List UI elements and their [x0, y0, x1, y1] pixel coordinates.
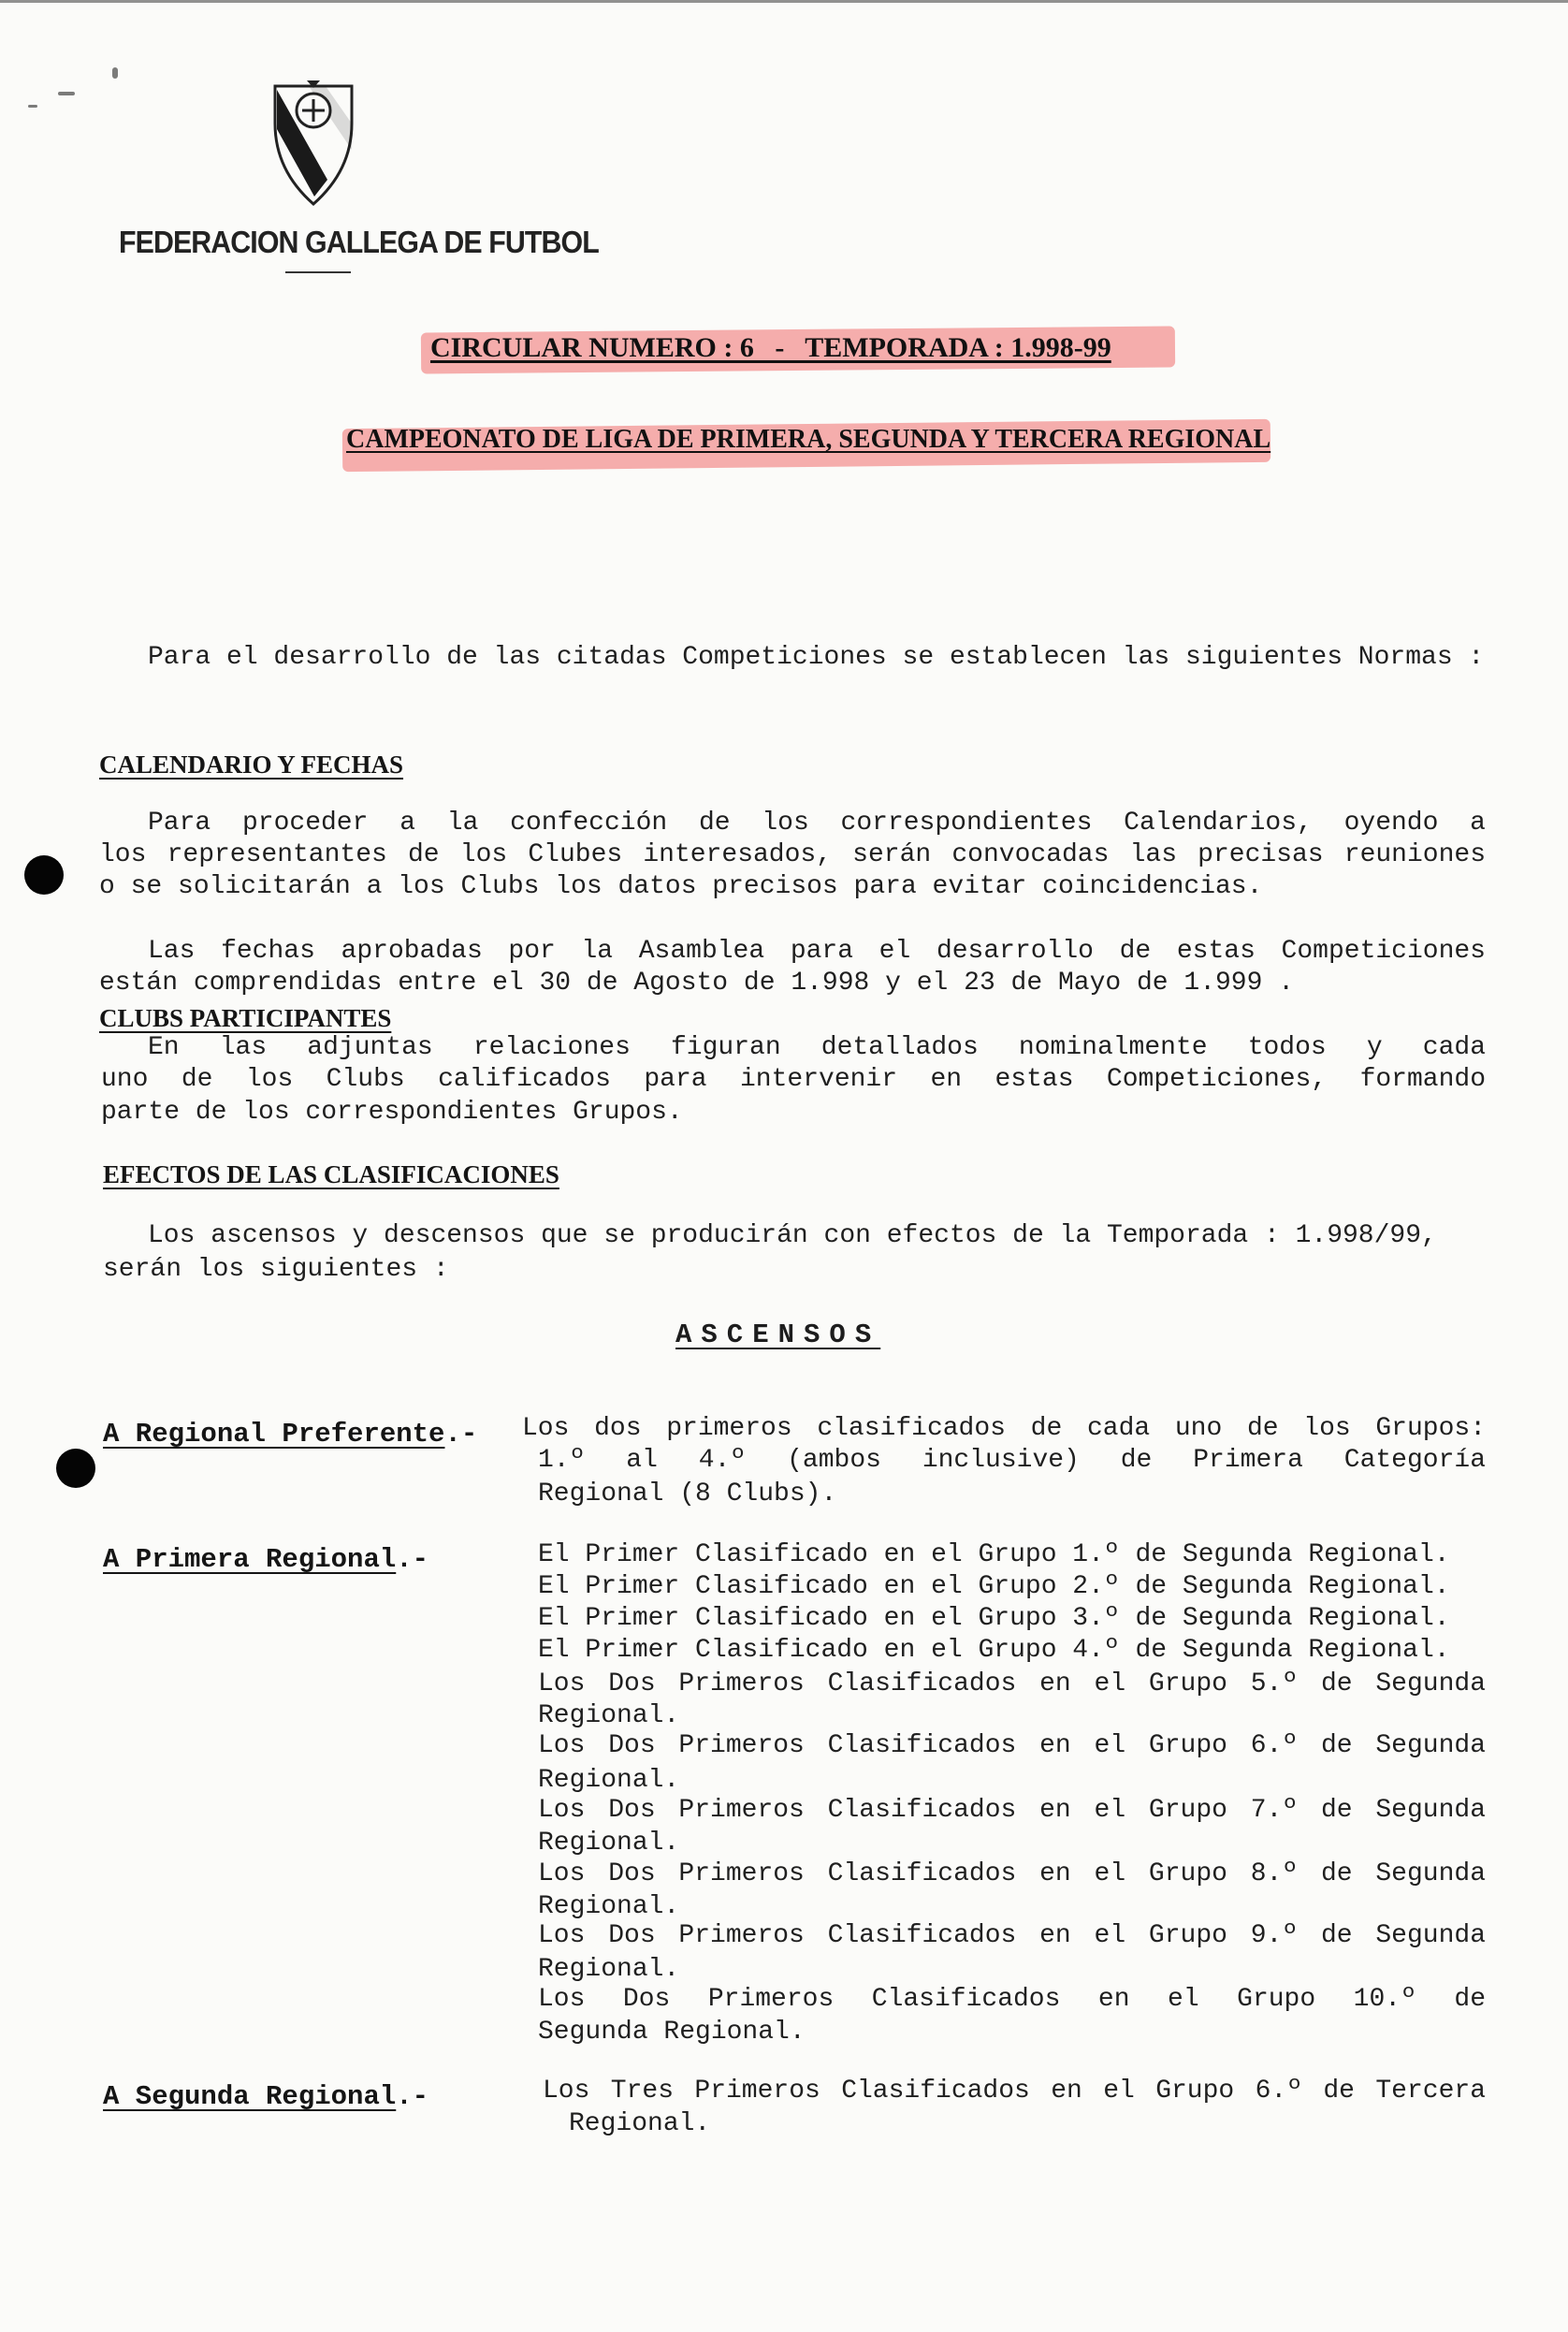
ascensos-heading: ASCENSOS	[675, 1319, 881, 1350]
primera-line-16: Segunda Regional.	[538, 2018, 806, 2047]
primera-line-14: Regional.	[538, 1955, 680, 1984]
binder-punch-hole	[24, 855, 64, 895]
segunda-line-1: Los Tres Primeros Clasificados en el Grupo 6.º de Tercera	[543, 2077, 1486, 2106]
segunda-label-text: A Segunda Regional	[103, 2081, 397, 2112]
preferente-line-2: 1.º al 4.º (ambos inclusive) de Primera Categoría	[538, 1446, 1486, 1475]
calendario-p1-line-1: Para proceder a la confección de los correspondientes Calendarios, oyendo a	[148, 809, 1486, 838]
segunda-label-suffix: .-	[396, 2081, 429, 2112]
primera-label	[103, 1544, 428, 1575]
segunda-label	[103, 2081, 428, 2112]
circular-number-heading: CIRCULAR NUMERO : 6 - TEMPORADA : 1.998-99	[430, 332, 1111, 363]
binder-punch-hole	[56, 1449, 95, 1488]
primera-line-6: Regional.	[538, 1701, 680, 1730]
efectos-line-1: Los ascensos y descensos que se producirán con efectos de la Temporada : 1.998/99,	[148, 1221, 1437, 1250]
clubs-line-1: En las adjuntas relaciones figuran detallados nominalmente todos y cada	[148, 1033, 1486, 1062]
scan-top-edge	[0, 0, 1568, 3]
calendario-p2-line-2: están comprendidas entre el 30 de Agosto de 1.998 y el 23 de Mayo de 1.999 .	[99, 969, 1295, 998]
primera-line-2: El Primer Clasificado en el Grupo 2.º de Segunda Regional.	[538, 1572, 1450, 1601]
calendario-p1-line-3: o se solicitarán a los Clubs los datos precisos para evitar coincidencias.	[99, 872, 1263, 901]
scan-mark	[112, 67, 118, 79]
federation-crest-logo	[271, 77, 356, 208]
calendario-p2-line-1: Las fechas aprobadas por la Asamblea para el desarrollo de estas Competiciones	[148, 937, 1486, 966]
scan-mark	[28, 105, 37, 108]
preferente-label-text: A Regional Preferente	[103, 1419, 445, 1450]
clubs-line-2: uno de los Clubs calificados para intervenir en estas Competiciones, formando	[101, 1065, 1486, 1094]
primera-line-13: Los Dos Primeros Clasificados en el Grupo 9.º de Segunda	[538, 1921, 1486, 1950]
primera-line-12: Regional.	[538, 1892, 680, 1921]
championship-title: CAMPEONATO DE LIGA DE PRIMERA, SEGUNDA Y TERCERA REGIONAL	[346, 425, 1271, 454]
primera-line-5: Los Dos Primeros Clasificados en el Grupo 5.º de Segunda	[538, 1669, 1486, 1698]
primera-line-4: El Primer Clasificado en el Grupo 4.º de Segunda Regional.	[538, 1636, 1450, 1665]
efectos-line-2: serán los siguientes :	[103, 1255, 449, 1284]
clubs-line-3: parte de los correspondientes Grupos.	[101, 1098, 683, 1127]
intro-paragraph: Para el desarrollo de las citadas Competiciones se establecen las siguientes Normas :	[148, 643, 1485, 672]
preferente-label	[103, 1419, 477, 1450]
organization-name: FEDERACION GALLEGA DE FUTBOL	[119, 225, 599, 259]
clubs-heading: CLUBS PARTICIPANTES	[99, 1004, 392, 1032]
primera-label-text: A Primera Regional	[103, 1544, 397, 1575]
primera-line-11: Los Dos Primeros Clasificados en el Grupo 8.º de Segunda	[538, 1859, 1486, 1888]
calendario-p1-line-2: los representantes de los Clubes interesados, serán convocadas las precisas reuniones	[99, 840, 1486, 869]
primera-line-1: El Primer Clasificado en el Grupo 1.º de Segunda Regional.	[538, 1540, 1450, 1569]
preferente-line-1: Los dos primeros clasificados de cada uno de los Grupos:	[522, 1414, 1486, 1443]
primera-line-15: Los Dos Primeros Clasificados en el Grupo 10.º de	[538, 1985, 1486, 2014]
primera-line-8: Regional.	[538, 1766, 680, 1795]
scan-mark	[58, 92, 75, 95]
segunda-line-2: Regional.	[569, 2109, 711, 2138]
primera-line-3: El Primer Clasificado en el Grupo 3.º de Segunda Regional.	[538, 1604, 1450, 1633]
primera-line-9: Los Dos Primeros Clasificados en el Grupo 7.º de Segunda	[538, 1796, 1486, 1825]
preferente-line-3: Regional (8 Clubs).	[538, 1479, 837, 1509]
organization-underline	[285, 271, 351, 273]
preferente-label-suffix: .-	[444, 1419, 478, 1450]
primera-line-7: Los Dos Primeros Clasificados en el Grupo 6.º de Segunda	[538, 1731, 1486, 1760]
primera-label-suffix: .-	[396, 1544, 429, 1575]
primera-line-10: Regional.	[538, 1829, 680, 1858]
calendario-heading: CALENDARIO Y FECHAS	[99, 751, 404, 779]
efectos-heading: EFECTOS DE LAS CLASIFICACIONES	[103, 1160, 559, 1188]
